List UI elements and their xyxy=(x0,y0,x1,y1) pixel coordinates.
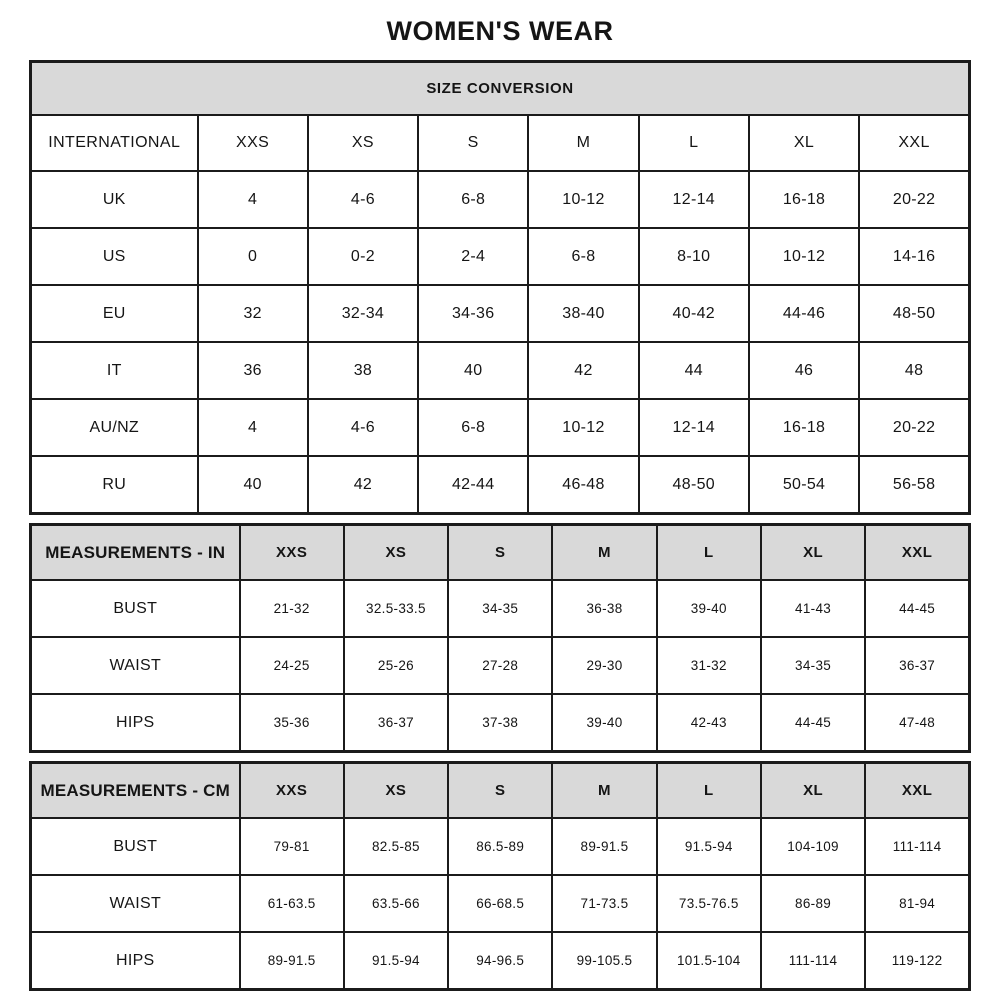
table-row xyxy=(31,62,970,116)
column-header: XL xyxy=(761,525,865,581)
size-cell: 32-34 xyxy=(308,285,418,342)
table-row xyxy=(31,932,970,990)
column-header: M xyxy=(528,115,638,171)
size-cell: 40-42 xyxy=(639,285,749,342)
measurement-cell: 81-94 xyxy=(865,875,969,932)
row-label: US xyxy=(31,228,198,285)
measurement-cell: 35-36 xyxy=(240,694,344,752)
table-title: SIZE CONVERSION xyxy=(31,62,970,116)
size-cell: 14-16 xyxy=(859,228,969,285)
size-cell: 10-12 xyxy=(528,171,638,228)
measurement-cell: 36-37 xyxy=(344,694,448,752)
row-label: HIPS xyxy=(31,694,240,752)
size-cell: 4-6 xyxy=(308,171,418,228)
column-header: S xyxy=(448,525,552,581)
measurement-cell: 36-38 xyxy=(552,580,656,637)
column-header: L xyxy=(639,115,749,171)
measurement-cell: 99-105.5 xyxy=(552,932,656,990)
size-cell: 6-8 xyxy=(418,399,528,456)
column-header: XXL xyxy=(865,525,969,581)
table-row xyxy=(31,694,970,752)
size-cell: 44 xyxy=(639,342,749,399)
measurement-cell: 91.5-94 xyxy=(657,818,761,875)
measurement-cell: 111-114 xyxy=(865,818,969,875)
measurement-cell: 37-38 xyxy=(448,694,552,752)
size-cell: 16-18 xyxy=(749,171,859,228)
table-title: MEASUREMENTS - CM xyxy=(31,763,240,819)
table-row xyxy=(31,399,970,456)
measurement-cell: 25-26 xyxy=(344,637,448,694)
measurement-cell: 32.5-33.5 xyxy=(344,580,448,637)
size-cell: 8-10 xyxy=(639,228,749,285)
table-row xyxy=(31,818,970,875)
column-header: INTERNATIONAL xyxy=(31,115,198,171)
size-cell: 38-40 xyxy=(528,285,638,342)
size-cell: 42-44 xyxy=(418,456,528,514)
size-cell: 32 xyxy=(198,285,308,342)
size-cell: 48-50 xyxy=(859,285,969,342)
measurement-cell: 42-43 xyxy=(657,694,761,752)
measurement-cell: 71-73.5 xyxy=(552,875,656,932)
size-cell: 48-50 xyxy=(639,456,749,514)
column-header: XL xyxy=(761,763,865,819)
measurements-in-table xyxy=(29,523,971,753)
column-header: XS xyxy=(344,763,448,819)
size-cell: 0 xyxy=(198,228,308,285)
size-cell: 0-2 xyxy=(308,228,418,285)
size-cell: 44-46 xyxy=(749,285,859,342)
measurement-cell: 66-68.5 xyxy=(448,875,552,932)
size-cell: 50-54 xyxy=(749,456,859,514)
row-label: BUST xyxy=(31,580,240,637)
table-row xyxy=(31,456,970,514)
column-header: XXL xyxy=(859,115,969,171)
size-conversion-table xyxy=(29,60,971,515)
measurement-cell: 47-48 xyxy=(865,694,969,752)
size-cell: 6-8 xyxy=(418,171,528,228)
measurement-cell: 41-43 xyxy=(761,580,865,637)
measurement-cell: 34-35 xyxy=(448,580,552,637)
size-cell: 40 xyxy=(418,342,528,399)
column-header: L xyxy=(657,525,761,581)
table-row xyxy=(31,637,970,694)
column-header: M xyxy=(552,763,656,819)
measurements-cm-table xyxy=(29,761,971,991)
table-row xyxy=(31,171,970,228)
measurement-cell: 24-25 xyxy=(240,637,344,694)
size-cell: 6-8 xyxy=(528,228,638,285)
column-header: S xyxy=(418,115,528,171)
column-header: XS xyxy=(308,115,418,171)
row-label: RU xyxy=(31,456,198,514)
row-label: IT xyxy=(31,342,198,399)
measurement-cell: 82.5-85 xyxy=(344,818,448,875)
size-cell: 4 xyxy=(198,399,308,456)
measurement-cell: 79-81 xyxy=(240,818,344,875)
column-header: XXS xyxy=(198,115,308,171)
table-row xyxy=(31,228,970,285)
table-row xyxy=(31,875,970,932)
measurement-cell: 73.5-76.5 xyxy=(657,875,761,932)
measurement-cell: 104-109 xyxy=(761,818,865,875)
column-header: M xyxy=(552,525,656,581)
table-row xyxy=(31,115,970,171)
table-title: MEASUREMENTS - IN xyxy=(31,525,240,581)
size-cell: 16-18 xyxy=(749,399,859,456)
measurement-cell: 27-28 xyxy=(448,637,552,694)
column-header: S xyxy=(448,763,552,819)
row-label: UK xyxy=(31,171,198,228)
row-label: EU xyxy=(31,285,198,342)
measurement-cell: 61-63.5 xyxy=(240,875,344,932)
measurement-cell: 29-30 xyxy=(552,637,656,694)
size-cell: 42 xyxy=(528,342,638,399)
size-cell: 20-22 xyxy=(859,171,969,228)
table-row xyxy=(31,285,970,342)
size-cell: 40 xyxy=(198,456,308,514)
column-header: XL xyxy=(749,115,859,171)
size-cell: 36 xyxy=(198,342,308,399)
measurement-cell: 63.5-66 xyxy=(344,875,448,932)
size-cell: 10-12 xyxy=(528,399,638,456)
row-label: BUST xyxy=(31,818,240,875)
row-label: WAIST xyxy=(31,637,240,694)
measurement-cell: 119-122 xyxy=(865,932,969,990)
size-cell: 48 xyxy=(859,342,969,399)
size-cell: 38 xyxy=(308,342,418,399)
measurement-cell: 111-114 xyxy=(761,932,865,990)
column-header: XXS xyxy=(240,763,344,819)
size-cell: 34-36 xyxy=(418,285,528,342)
measurement-cell: 89-91.5 xyxy=(240,932,344,990)
size-cell: 42 xyxy=(308,456,418,514)
size-cell: 2-4 xyxy=(418,228,528,285)
table-row xyxy=(31,763,970,819)
row-label: HIPS xyxy=(31,932,240,990)
measurement-cell: 101.5-104 xyxy=(657,932,761,990)
measurement-cell: 44-45 xyxy=(761,694,865,752)
measurement-cell: 86-89 xyxy=(761,875,865,932)
measurement-cell: 21-32 xyxy=(240,580,344,637)
measurement-cell: 34-35 xyxy=(761,637,865,694)
size-cell: 12-14 xyxy=(639,399,749,456)
page-title: WOMEN'S WEAR xyxy=(386,16,614,46)
measurement-cell: 39-40 xyxy=(657,580,761,637)
size-cell: 46-48 xyxy=(528,456,638,514)
column-header: XXL xyxy=(865,763,969,819)
row-label: AU/NZ xyxy=(31,399,198,456)
column-header: L xyxy=(657,763,761,819)
size-cell: 10-12 xyxy=(749,228,859,285)
size-cell: 46 xyxy=(749,342,859,399)
measurement-cell: 31-32 xyxy=(657,637,761,694)
measurement-cell: 89-91.5 xyxy=(552,818,656,875)
measurement-cell: 91.5-94 xyxy=(344,932,448,990)
measurement-cell: 94-96.5 xyxy=(448,932,552,990)
column-header: XXS xyxy=(240,525,344,581)
measurement-cell: 44-45 xyxy=(865,580,969,637)
measurement-cell: 36-37 xyxy=(865,637,969,694)
row-label: WAIST xyxy=(31,875,240,932)
size-cell: 56-58 xyxy=(859,456,969,514)
size-cell: 4 xyxy=(198,171,308,228)
table-row xyxy=(31,342,970,399)
size-cell: 12-14 xyxy=(639,171,749,228)
column-header: XS xyxy=(344,525,448,581)
measurement-cell: 39-40 xyxy=(552,694,656,752)
measurement-cell: 86.5-89 xyxy=(448,818,552,875)
table-row xyxy=(31,580,970,637)
table-row xyxy=(31,525,970,581)
size-cell: 20-22 xyxy=(859,399,969,456)
size-cell: 4-6 xyxy=(308,399,418,456)
